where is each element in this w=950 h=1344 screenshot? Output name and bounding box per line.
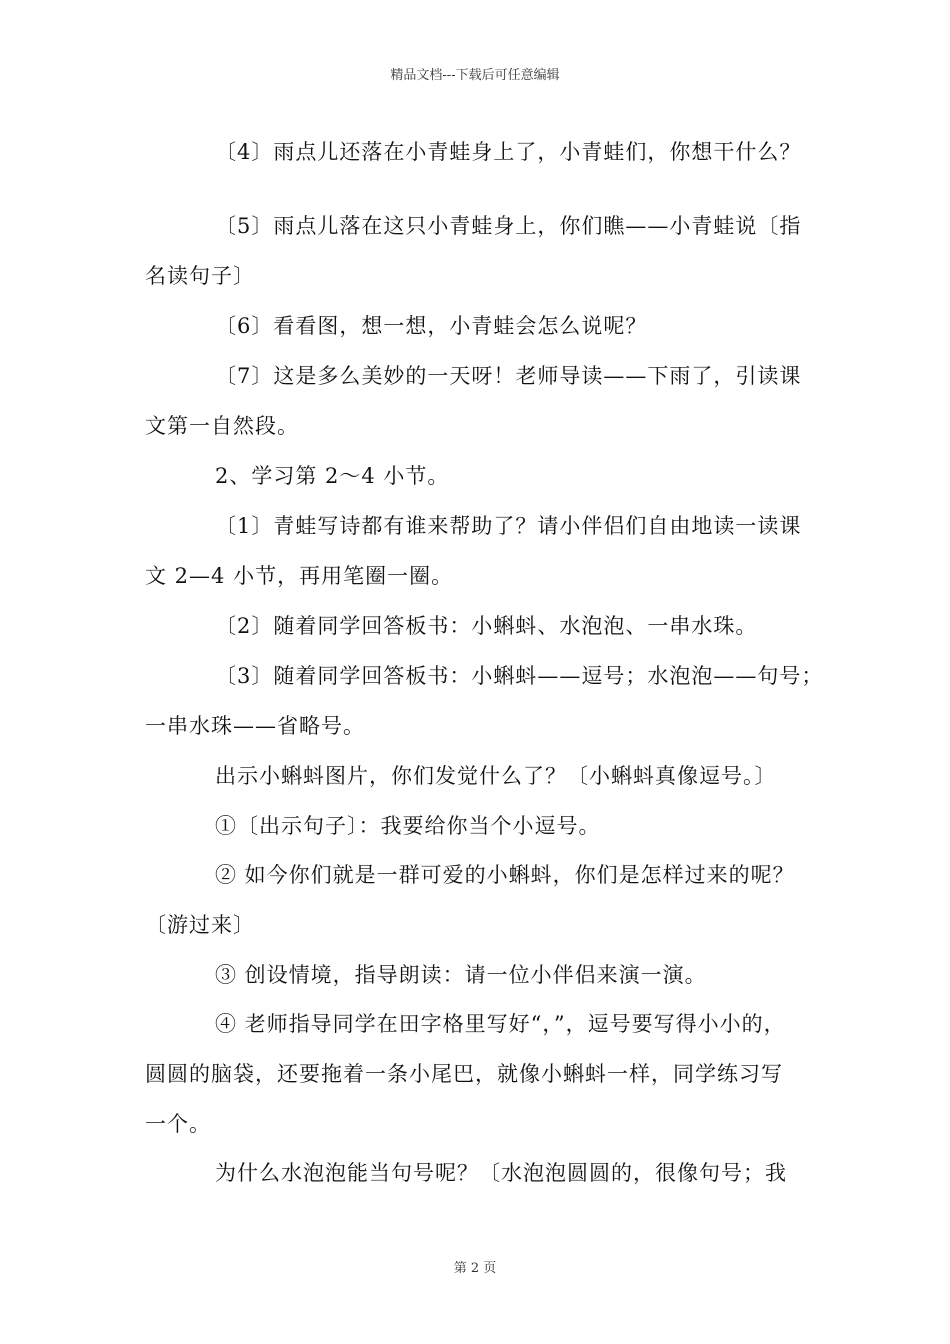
paragraph-line: 〔7〕这是多么美妙的一天呀！老师导读——下雨了，引读课 bbox=[215, 364, 802, 388]
paragraph-line: 圆圆的脑袋，还要拖着一条小尾巴，就像小蝌蚪一样，同学练习写 bbox=[145, 1062, 783, 1086]
paragraph-line: ④ 老师指导同学在田字格里写好“，”，逗号要写得小小的， bbox=[215, 1012, 786, 1036]
page-header: 精品文档---下载后可任意编辑 bbox=[390, 68, 560, 83]
paragraph-line: 〔4〕雨点儿还落在小青蛙身上了，小青蛙们，你想干什么？ bbox=[215, 140, 802, 164]
paragraph-line: 〔1〕青蛙写诗都有谁来帮助了？请小伴侣们自由地读一读课 bbox=[215, 514, 802, 538]
paragraph-line: 一个。 bbox=[145, 1112, 211, 1136]
paragraph-line: 文 2—4 小节，再用笔圈一圈。 bbox=[145, 564, 454, 588]
paragraph-line: 一串水珠——省略号。 bbox=[145, 714, 365, 738]
paragraph-line: ①〔出示句子〕：我要给你当个小逗号。 bbox=[215, 814, 601, 838]
page-number: 第 2 页 bbox=[453, 1261, 497, 1276]
paragraph-line: 〔6〕看看图，想一想，小青蛙会怎么说呢？ bbox=[215, 314, 648, 338]
paragraph-line: 名读句子〕 bbox=[145, 264, 255, 288]
paragraph-line: 〔游过来〕 bbox=[145, 913, 255, 937]
paragraph-line: 〔2〕随着同学回答板书：小蝌蚪、水泡泡、一串水珠。 bbox=[215, 614, 758, 638]
paragraph-line: ② 如今你们就是一群可爱的小蝌蚪，你们是怎样过来的呢？ bbox=[215, 863, 795, 887]
paragraph-line: 文第一自然段。 bbox=[145, 414, 299, 438]
paragraph-line: 〔3〕随着同学回答板书：小蝌蚪——逗号；水泡泡——句号； bbox=[215, 664, 824, 688]
paragraph-line: ③ 创设情境，指导朗读：请一位小伴侣来演一演。 bbox=[215, 963, 707, 987]
paragraph-line: 2、学习第 2～4 小节。 bbox=[215, 464, 450, 488]
paragraph-line: 〔5〕雨点儿落在这只小青蛙身上，你们瞧——小青蛙说〔指 bbox=[215, 214, 802, 238]
paragraph-line: 为什么水泡泡能当句号呢？〔水泡泡圆圆的，很像句号；我 bbox=[215, 1161, 787, 1185]
paragraph-line: 出示小蝌蚪图片，你们发觉什么了？〔小蝌蚪真像逗号。〕 bbox=[215, 764, 777, 788]
